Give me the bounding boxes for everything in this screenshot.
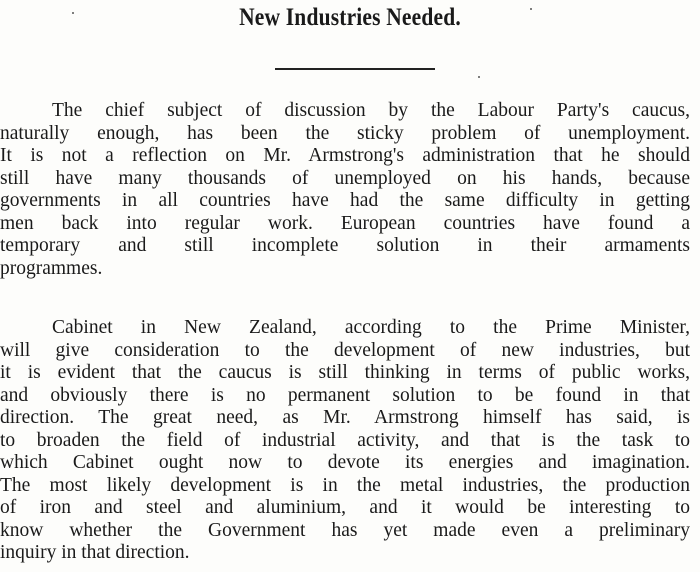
print-speck — [478, 76, 480, 78]
paragraph-2 — [0, 317, 690, 565]
paragraph-line: of iron and steel and aluminium, and it would be interesting to — [0, 497, 690, 518]
paragraph-line: and obviously there is no permanent solution to be found in that — [0, 384, 690, 406]
paragraph-line: men back into regular work. European countries have found a — [0, 212, 690, 234]
paragraph-line: still have many thousands of unemployed on his hands, because — [0, 167, 690, 189]
paragraph-line: will give consideration to the development of new industries, but — [0, 339, 690, 361]
paragraph-line: programmes. — [0, 257, 103, 279]
paragraph-line: The most likely development is in the metal industries, the production — [0, 474, 690, 496]
paragraph-line: governments in all countries have had the same difficulty in getting — [0, 190, 690, 211]
paragraph-line: temporary and still incomplete solution in their armaments — [0, 235, 690, 256]
print-speck — [530, 8, 532, 10]
paragraph-1 — [0, 100, 690, 280]
article-headline: New Industries Needed. — [239, 4, 461, 31]
paragraph-line: direction. The great need, as Mr. Armstrong himself has said, is — [0, 407, 690, 428]
paragraph-line: know whether the Government has yet made even a preliminary — [0, 519, 690, 541]
print-speck — [72, 12, 74, 14]
paragraph-line: it is evident that the caucus is still thinking in terms of public works, — [0, 362, 690, 383]
paragraph-line: which Cabinet ought now to devote its energies and imagination. — [0, 452, 690, 473]
paragraph-line: Cabinet in New Zealand, according to the Prime Minister, — [52, 317, 690, 338]
paragraph-line: naturally enough, has been the sticky problem of unemployment. — [0, 122, 690, 144]
paragraph-line: The chief subject of discussion by the Labour Party's caucus, — [52, 100, 690, 121]
paragraph-line: inquiry in that direction. — [0, 542, 190, 563]
paragraph-line: to broaden the field of industrial activity, and that is the task to — [0, 429, 690, 451]
paragraph-line: It is not a reflection on Mr. Armstrong's administration that he should — [0, 145, 690, 166]
headline-divider — [275, 68, 435, 70]
